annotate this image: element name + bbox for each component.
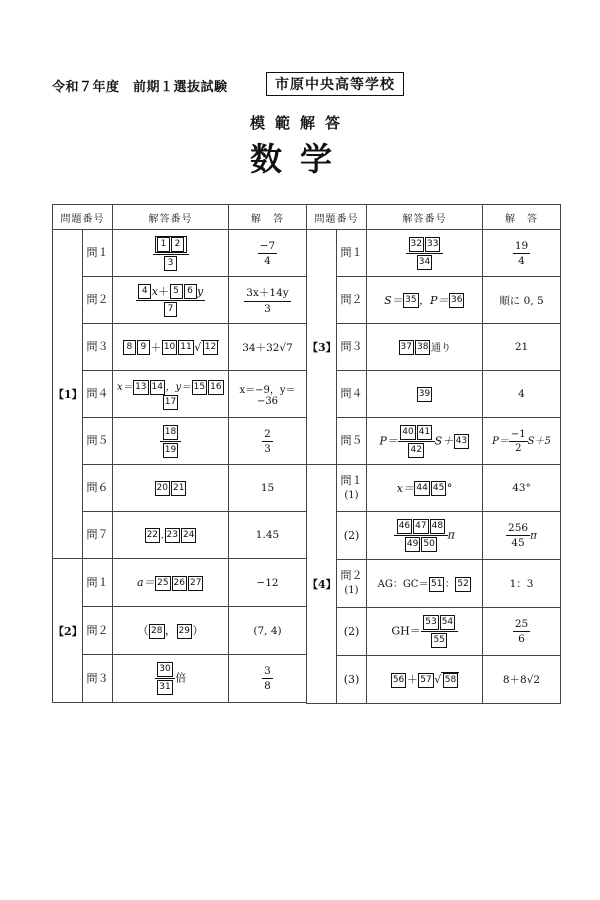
answer-slot: a＝ 25 26 27 (113, 559, 229, 607)
answer-value: $\frac{256}{45}$ π (483, 512, 561, 560)
answer-value: P＝ $\frac{-1}{2}$ S＋5 (483, 418, 561, 465)
question-label: 問２ (83, 277, 113, 324)
answer-value: $\frac{-7}{4}$ (229, 230, 307, 277)
answer-value: 1：3 (483, 560, 561, 608)
answer-value: $\frac{3}{8}$ (229, 655, 307, 703)
question-label: 問７ (83, 512, 113, 559)
question-label: 問５ (337, 418, 367, 465)
answer-slot: $\frac{1 2}{3}$ (113, 230, 229, 277)
answer-slot: 20 21 (113, 465, 229, 512)
answer-slot: GH＝ $\frac{53 54}{55}$ (367, 608, 483, 656)
answer-value: 21 (483, 324, 561, 371)
answer-slot: $\frac{46 47 48}{49 50}$ π (367, 512, 483, 560)
answer-value: $\frac{3x+14y}{3}$ (229, 277, 307, 324)
col-header-answer: 解 答 (483, 205, 561, 230)
question-label: 問１ (1) (337, 465, 367, 512)
answer-slot: 56 ＋ 57 √ 58 (367, 656, 483, 704)
question-label: (2) (337, 608, 367, 656)
question-label: 問３ (83, 324, 113, 371)
answer-slot: 39 (367, 371, 483, 418)
answer-value: 1.45 (229, 512, 307, 559)
section-1-label: 【1】 (53, 230, 83, 559)
answer-value: 順に 0, 5 (483, 277, 561, 324)
question-label: 問４ (83, 371, 113, 418)
answer-value: $\frac{19}{4}$ (483, 230, 561, 277)
question-label: 問２ (337, 277, 367, 324)
answer-slot: $\frac{4 x+ 5 6 y}{7}$ (113, 277, 229, 324)
question-label: 問１ (337, 230, 367, 277)
answer-slot: 22 . 23 24 (113, 512, 229, 559)
answer-value: x＝−9，y＝−36 (229, 371, 307, 418)
col-header-qno: 問題番号 (307, 205, 367, 230)
question-label: 問４ (337, 371, 367, 418)
answer-slot: S＝ 35 ，P＝ 36 (367, 277, 483, 324)
answer-slot: AG：GC＝ 51 ： 52 (367, 560, 483, 608)
question-label: 問２ (1) (337, 560, 367, 608)
question-label: 問３ (83, 655, 113, 703)
answer-value: 15 (229, 465, 307, 512)
question-label: 問５ (83, 418, 113, 465)
answer-slot: $\frac{18}{19}$ (113, 418, 229, 465)
exam-header: 令和７年度 前期１選抜試験 (52, 80, 228, 95)
answer-value: (7, 4) (229, 607, 307, 655)
answer-value: $\frac{25}{6}$ (483, 608, 561, 656)
col-header-answer-no: 解答番号 (113, 205, 229, 230)
answer-table-right (306, 204, 561, 704)
answer-value: 4 (483, 371, 561, 418)
answer-slot: （ 28 ， 29 ） (113, 607, 229, 655)
answer-slot: P＝ $\frac{40 41}{42}$ S＋ 43 (367, 418, 483, 465)
answer-key-label: 模範解答 (249, 114, 350, 132)
school-name: 市原中央高等学校 (266, 72, 404, 96)
question-label: 問１ (83, 230, 113, 277)
answer-value: 8＋8√2 (483, 656, 561, 704)
answer-slot: x＝ 44 45 ° (367, 465, 483, 512)
question-label: (2) (337, 512, 367, 560)
section-4-label: 【4】 (307, 465, 337, 704)
subject-title: 数学 (249, 140, 350, 178)
answer-slot: $\frac{32 33}{34}$ (367, 230, 483, 277)
answer-value: 34＋32√7 (229, 324, 307, 371)
col-header-qno: 問題番号 (53, 205, 113, 230)
answer-slot: 8 9 ＋ 10 11 √ 12 (113, 324, 229, 371)
answer-slot: 37 38 通り (367, 324, 483, 371)
question-label: 問６ (83, 465, 113, 512)
question-label: 問１ (83, 559, 113, 607)
section-2-label: 【2】 (53, 559, 83, 703)
answer-table-left (52, 204, 307, 703)
answer-slot: x＝ 13 14 ，y＝ 15 1617 (113, 371, 229, 418)
question-label: (3) (337, 656, 367, 704)
answer-slot: $\frac{30}{31}$ 倍 (113, 655, 229, 703)
col-header-answer: 解 答 (229, 205, 307, 230)
question-label: 問２ (83, 607, 113, 655)
section-3-label: 【3】 (307, 230, 337, 465)
answer-value: −12 (229, 559, 307, 607)
question-label: 問３ (337, 324, 367, 371)
answer-value: 43° (483, 465, 561, 512)
answer-value: $\frac{2}{3}$ (229, 418, 307, 465)
col-header-answer-no: 解答番号 (367, 205, 483, 230)
